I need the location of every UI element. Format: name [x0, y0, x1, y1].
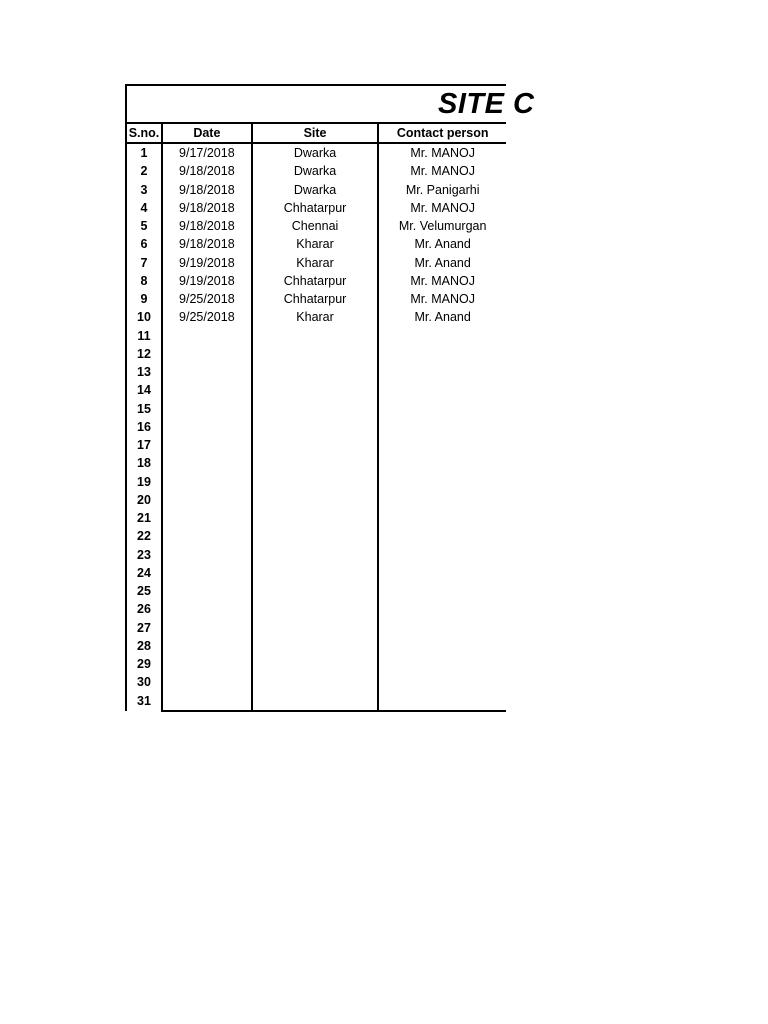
table-row [126, 491, 506, 509]
contact-cell[interactable] [378, 454, 506, 472]
date-cell[interactable]: 9/18/2018 [162, 199, 252, 217]
site-cell[interactable]: Kharar [252, 254, 379, 272]
sno-cell[interactable]: 16 [126, 418, 162, 436]
table-row [126, 673, 506, 691]
site-cell[interactable] [252, 619, 379, 637]
sno-cell[interactable]: 30 [126, 673, 162, 691]
site-cell[interactable] [252, 473, 379, 491]
site-cell[interactable] [252, 546, 379, 564]
table-row [126, 162, 506, 180]
date-cell[interactable]: 9/17/2018 [162, 143, 252, 162]
contact-cell[interactable] [378, 655, 506, 673]
table-body [126, 143, 506, 711]
contact-cell[interactable]: Mr. MANOJ [378, 162, 506, 180]
sno-cell[interactable]: 2 [126, 162, 162, 180]
table-row [126, 473, 506, 491]
contact-cell[interactable] [378, 619, 506, 637]
sno-cell[interactable]: 4 [126, 199, 162, 217]
site-cell[interactable] [252, 673, 379, 691]
contact-cell[interactable] [378, 436, 506, 454]
table-row [126, 235, 506, 253]
sno-cell[interactable]: 15 [126, 400, 162, 418]
date-cell[interactable] [162, 436, 252, 454]
header-sno: S.no. [126, 123, 162, 143]
contact-cell[interactable] [378, 345, 506, 363]
table-row [126, 600, 506, 618]
contact-cell[interactable] [378, 327, 506, 345]
site-cell[interactable]: Chhatarpur [252, 290, 379, 308]
sno-cell[interactable]: 6 [126, 235, 162, 253]
date-cell[interactable] [162, 363, 252, 381]
title-bar [125, 84, 535, 122]
site-cell[interactable]: Chhatarpur [252, 199, 379, 217]
contact-cell[interactable]: Mr. Anand [378, 254, 506, 272]
header-row [126, 123, 506, 143]
date-cell[interactable] [162, 619, 252, 637]
table-row [126, 400, 506, 418]
date-cell[interactable] [162, 546, 252, 564]
table-row [126, 254, 506, 272]
sno-cell[interactable]: 8 [126, 272, 162, 290]
site-cell[interactable]: Dwarka [252, 181, 379, 199]
date-cell[interactable] [162, 491, 252, 509]
sno-cell[interactable]: 11 [126, 327, 162, 345]
date-cell[interactable]: 9/19/2018 [162, 254, 252, 272]
sno-cell[interactable]: 10 [126, 308, 162, 326]
title-clip [127, 86, 535, 124]
table-row [126, 637, 506, 655]
contact-cell[interactable]: Mr. Velumurgan [378, 217, 506, 235]
site-cell[interactable] [252, 491, 379, 509]
sheet-title: SITE C [438, 88, 535, 120]
date-cell[interactable] [162, 692, 252, 711]
table-row [126, 181, 506, 199]
contact-cell[interactable]: Mr. MANOJ [378, 199, 506, 217]
site-cell[interactable] [252, 692, 379, 711]
contact-cell[interactable] [378, 400, 506, 418]
sno-cell[interactable]: 20 [126, 491, 162, 509]
contact-cell[interactable]: Mr. Panigarhi [378, 181, 506, 199]
table-row [126, 345, 506, 363]
sno-cell[interactable]: 12 [126, 345, 162, 363]
date-cell[interactable]: 9/18/2018 [162, 162, 252, 180]
contact-cell[interactable]: Mr. Anand [378, 308, 506, 326]
site-cell[interactable] [252, 381, 379, 399]
date-cell[interactable]: 9/18/2018 [162, 217, 252, 235]
sno-cell[interactable]: 7 [126, 254, 162, 272]
sno-cell[interactable]: 23 [126, 546, 162, 564]
contact-cell[interactable] [378, 491, 506, 509]
table-row [126, 418, 506, 436]
site-cell[interactable] [252, 637, 379, 655]
site-cell[interactable] [252, 454, 379, 472]
table-row [126, 381, 506, 399]
site-log-table-frame [125, 84, 535, 709]
sno-cell[interactable]: 18 [126, 454, 162, 472]
site-cell[interactable]: Kharar [252, 235, 379, 253]
site-cell[interactable] [252, 327, 379, 345]
sno-cell[interactable]: 29 [126, 655, 162, 673]
sno-cell[interactable]: 26 [126, 600, 162, 618]
table-row [126, 527, 506, 545]
date-cell[interactable] [162, 454, 252, 472]
contact-cell[interactable] [378, 637, 506, 655]
site-cell[interactable]: Chhatarpur [252, 272, 379, 290]
date-cell[interactable] [162, 655, 252, 673]
site-cell[interactable] [252, 345, 379, 363]
contact-cell[interactable]: Mr. MANOJ [378, 290, 506, 308]
site-cell[interactable]: Kharar [252, 308, 379, 326]
date-cell[interactable] [162, 473, 252, 491]
table-row [126, 143, 506, 162]
site-cell[interactable] [252, 436, 379, 454]
table-row [126, 546, 506, 564]
site-cell[interactable] [252, 655, 379, 673]
date-cell[interactable] [162, 381, 252, 399]
sno-cell[interactable]: 25 [126, 582, 162, 600]
table-row [126, 582, 506, 600]
sno-cell[interactable]: 27 [126, 619, 162, 637]
date-cell[interactable] [162, 345, 252, 363]
date-cell[interactable] [162, 327, 252, 345]
sno-cell[interactable]: 13 [126, 363, 162, 381]
contact-cell[interactable] [378, 418, 506, 436]
table-row [126, 692, 506, 711]
date-cell[interactable] [162, 527, 252, 545]
contact-cell[interactable]: Mr. Anand [378, 235, 506, 253]
table-row [126, 655, 506, 673]
sno-cell[interactable]: 1 [126, 143, 162, 162]
sno-cell[interactable]: 17 [126, 436, 162, 454]
sno-cell[interactable]: 21 [126, 509, 162, 527]
table-row [126, 290, 506, 308]
contact-cell[interactable] [378, 600, 506, 618]
date-cell[interactable] [162, 564, 252, 582]
table-row [126, 436, 506, 454]
contact-cell[interactable]: Mr. MANOJ [378, 143, 506, 162]
date-cell[interactable] [162, 582, 252, 600]
sno-cell[interactable]: 31 [126, 692, 162, 711]
contact-cell[interactable] [378, 527, 506, 545]
contact-cell[interactable] [378, 692, 506, 711]
contact-cell[interactable] [378, 582, 506, 600]
contact-cell[interactable]: Mr. MANOJ [378, 272, 506, 290]
site-cell[interactable]: Dwarka [252, 162, 379, 180]
site-cell[interactable] [252, 363, 379, 381]
site-cell[interactable] [252, 400, 379, 418]
date-cell[interactable] [162, 673, 252, 691]
site-cell[interactable]: Chennai [252, 217, 379, 235]
header-date: Date [162, 123, 252, 143]
table-row [126, 454, 506, 472]
sno-cell[interactable]: 19 [126, 473, 162, 491]
site-cell[interactable] [252, 564, 379, 582]
date-cell[interactable] [162, 418, 252, 436]
site-cell[interactable] [252, 527, 379, 545]
table-row [126, 363, 506, 381]
date-cell[interactable] [162, 637, 252, 655]
sno-cell[interactable]: 5 [126, 217, 162, 235]
date-cell[interactable] [162, 400, 252, 418]
site-cell[interactable] [252, 509, 379, 527]
site-log-table [125, 122, 506, 712]
contact-cell[interactable] [378, 473, 506, 491]
site-cell[interactable] [252, 418, 379, 436]
site-cell[interactable] [252, 600, 379, 618]
sno-cell[interactable]: 24 [126, 564, 162, 582]
table-row [126, 564, 506, 582]
table-row [126, 308, 506, 326]
contact-cell[interactable] [378, 381, 506, 399]
table-row [126, 509, 506, 527]
header-site: Site [252, 123, 379, 143]
date-cell[interactable]: 9/18/2018 [162, 235, 252, 253]
date-cell[interactable] [162, 600, 252, 618]
contact-cell[interactable] [378, 363, 506, 381]
date-cell[interactable] [162, 509, 252, 527]
table-row [126, 619, 506, 637]
date-cell[interactable]: 9/25/2018 [162, 308, 252, 326]
date-cell[interactable]: 9/18/2018 [162, 181, 252, 199]
table-row [126, 327, 506, 345]
sno-cell[interactable]: 28 [126, 637, 162, 655]
table-row [126, 217, 506, 235]
date-cell[interactable]: 9/19/2018 [162, 272, 252, 290]
contact-cell[interactable] [378, 509, 506, 527]
sno-cell[interactable]: 9 [126, 290, 162, 308]
contact-cell[interactable] [378, 546, 506, 564]
table-row [126, 199, 506, 217]
sno-cell[interactable]: 22 [126, 527, 162, 545]
header-contact: Contact person [378, 123, 506, 143]
contact-cell[interactable] [378, 564, 506, 582]
site-cell[interactable]: Dwarka [252, 143, 379, 162]
table-row [126, 272, 506, 290]
site-cell[interactable] [252, 582, 379, 600]
date-cell[interactable]: 9/25/2018 [162, 290, 252, 308]
sno-cell[interactable]: 14 [126, 381, 162, 399]
contact-cell[interactable] [378, 673, 506, 691]
sno-cell[interactable]: 3 [126, 181, 162, 199]
